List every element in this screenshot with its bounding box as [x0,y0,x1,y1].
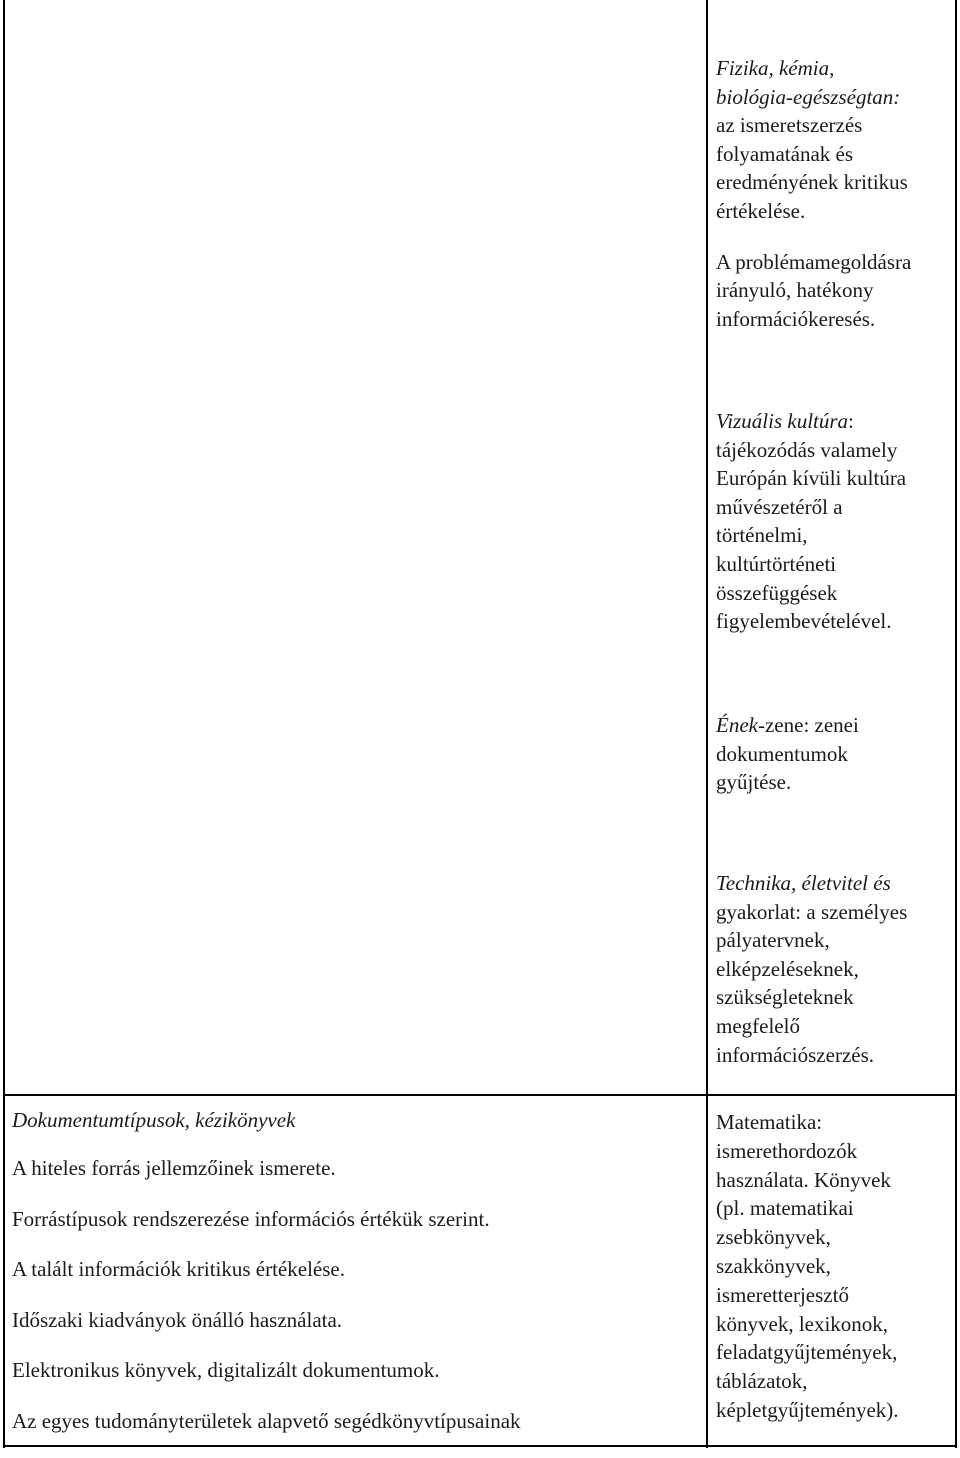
visual-text-line: figyelembevételével. [716,609,892,634]
table-column-divider [706,0,708,1448]
technika-text-line: elképzeléseknek, [716,956,859,981]
technika-text-line: gyakorlat: a személyes [716,899,908,924]
visual-heading-line [716,407,952,436]
physics-text-line: információkeresés. [716,306,876,331]
music-text-line: dokumentumok [716,741,848,766]
music-paragraph [716,711,952,797]
math-text-line: feladatgyűjtemények, [716,1340,898,1365]
physics-subject-line-2: biológia-egészségtan: [716,84,901,109]
math-text-line: táblázatok, [716,1369,808,1394]
math-paragraph [716,1108,952,1425]
physics-text-line: folyamatának és [716,141,854,166]
technika-text-line: pályatervnek, [716,928,830,953]
document-types-cell [12,1106,692,1458]
math-text-line: ismerethordozók [716,1138,858,1163]
visual-text-line: összefüggések [716,580,838,605]
physics-subject-line-1: Fizika, kémia, [716,56,835,80]
physics-text-line: eredményének kritikus [716,170,908,195]
table-row-divider [3,1094,957,1096]
visual-subject: Vizuális kultúra [716,409,849,433]
visual-text-line: történelmi, [716,523,808,548]
visual-text-line: Európán kívüli kultúra [716,466,907,491]
visual-culture-paragraph [716,407,952,636]
visual-text-line: tájékozódás valamely [716,437,898,462]
music-heading-line [716,711,952,740]
math-text-line: Matematika: [716,1110,823,1134]
physics-text-line: A problémamegoldásra [716,249,912,274]
music-heading-rest: -zene: zenei [757,713,859,737]
physics-text-line: az ismeretszerzés [716,113,863,138]
list-item: Időszaki kiadványok önálló használata. [12,1307,343,1332]
music-subject: Ének [716,713,758,737]
list-item: Forrástípusok rendszerezése információs értékük szerint. [12,1206,490,1231]
physics-text-line: irányuló, hatékony [716,278,874,303]
table-border-right [955,0,957,1448]
section-title: Dokumentumtípusok, kézikönyvek [12,1108,296,1132]
list-item: A hiteles forrás jellemzőinek ismerete. [12,1156,336,1180]
list-item: A talált információk kritikus értékelése. [12,1257,345,1282]
math-text-line: használata. Könyvek [716,1167,891,1192]
list-item: Elektronikus könyvek, digitalizált dokumentumok. [12,1358,440,1383]
math-text-line: ismeretterjesztő [716,1282,849,1307]
technika-paragraph [716,869,952,1069]
visual-colon: : [848,409,854,433]
technika-text-line: megfelelő [716,1013,800,1038]
list-item: Az egyes tudományterületek alapvető segédkönyvtípusainak [12,1408,521,1433]
technika-text-line: információszerzés. [716,1042,875,1067]
visual-text-line: művészetéről a [716,494,843,519]
physics-text-line: értékelése. [716,198,806,223]
math-text-line: (pl. matematikai [716,1196,854,1221]
table-border-left [3,0,5,1448]
math-text-line: zsebkönyvek, [716,1225,831,1250]
technika-subject: Technika, életvitel és [716,871,891,895]
math-text-line: képletgyűjtemények). [716,1397,899,1422]
music-text-line: gyűjtése. [716,770,792,795]
math-text-line: könyvek, lexikonok, [716,1311,889,1336]
visual-text-line: kultúrtörténeti [716,551,837,576]
math-text-line: szakkönyvek, [716,1253,831,1278]
physics-paragraph [716,54,952,333]
technika-text-line: szükségleteknek [716,985,854,1010]
